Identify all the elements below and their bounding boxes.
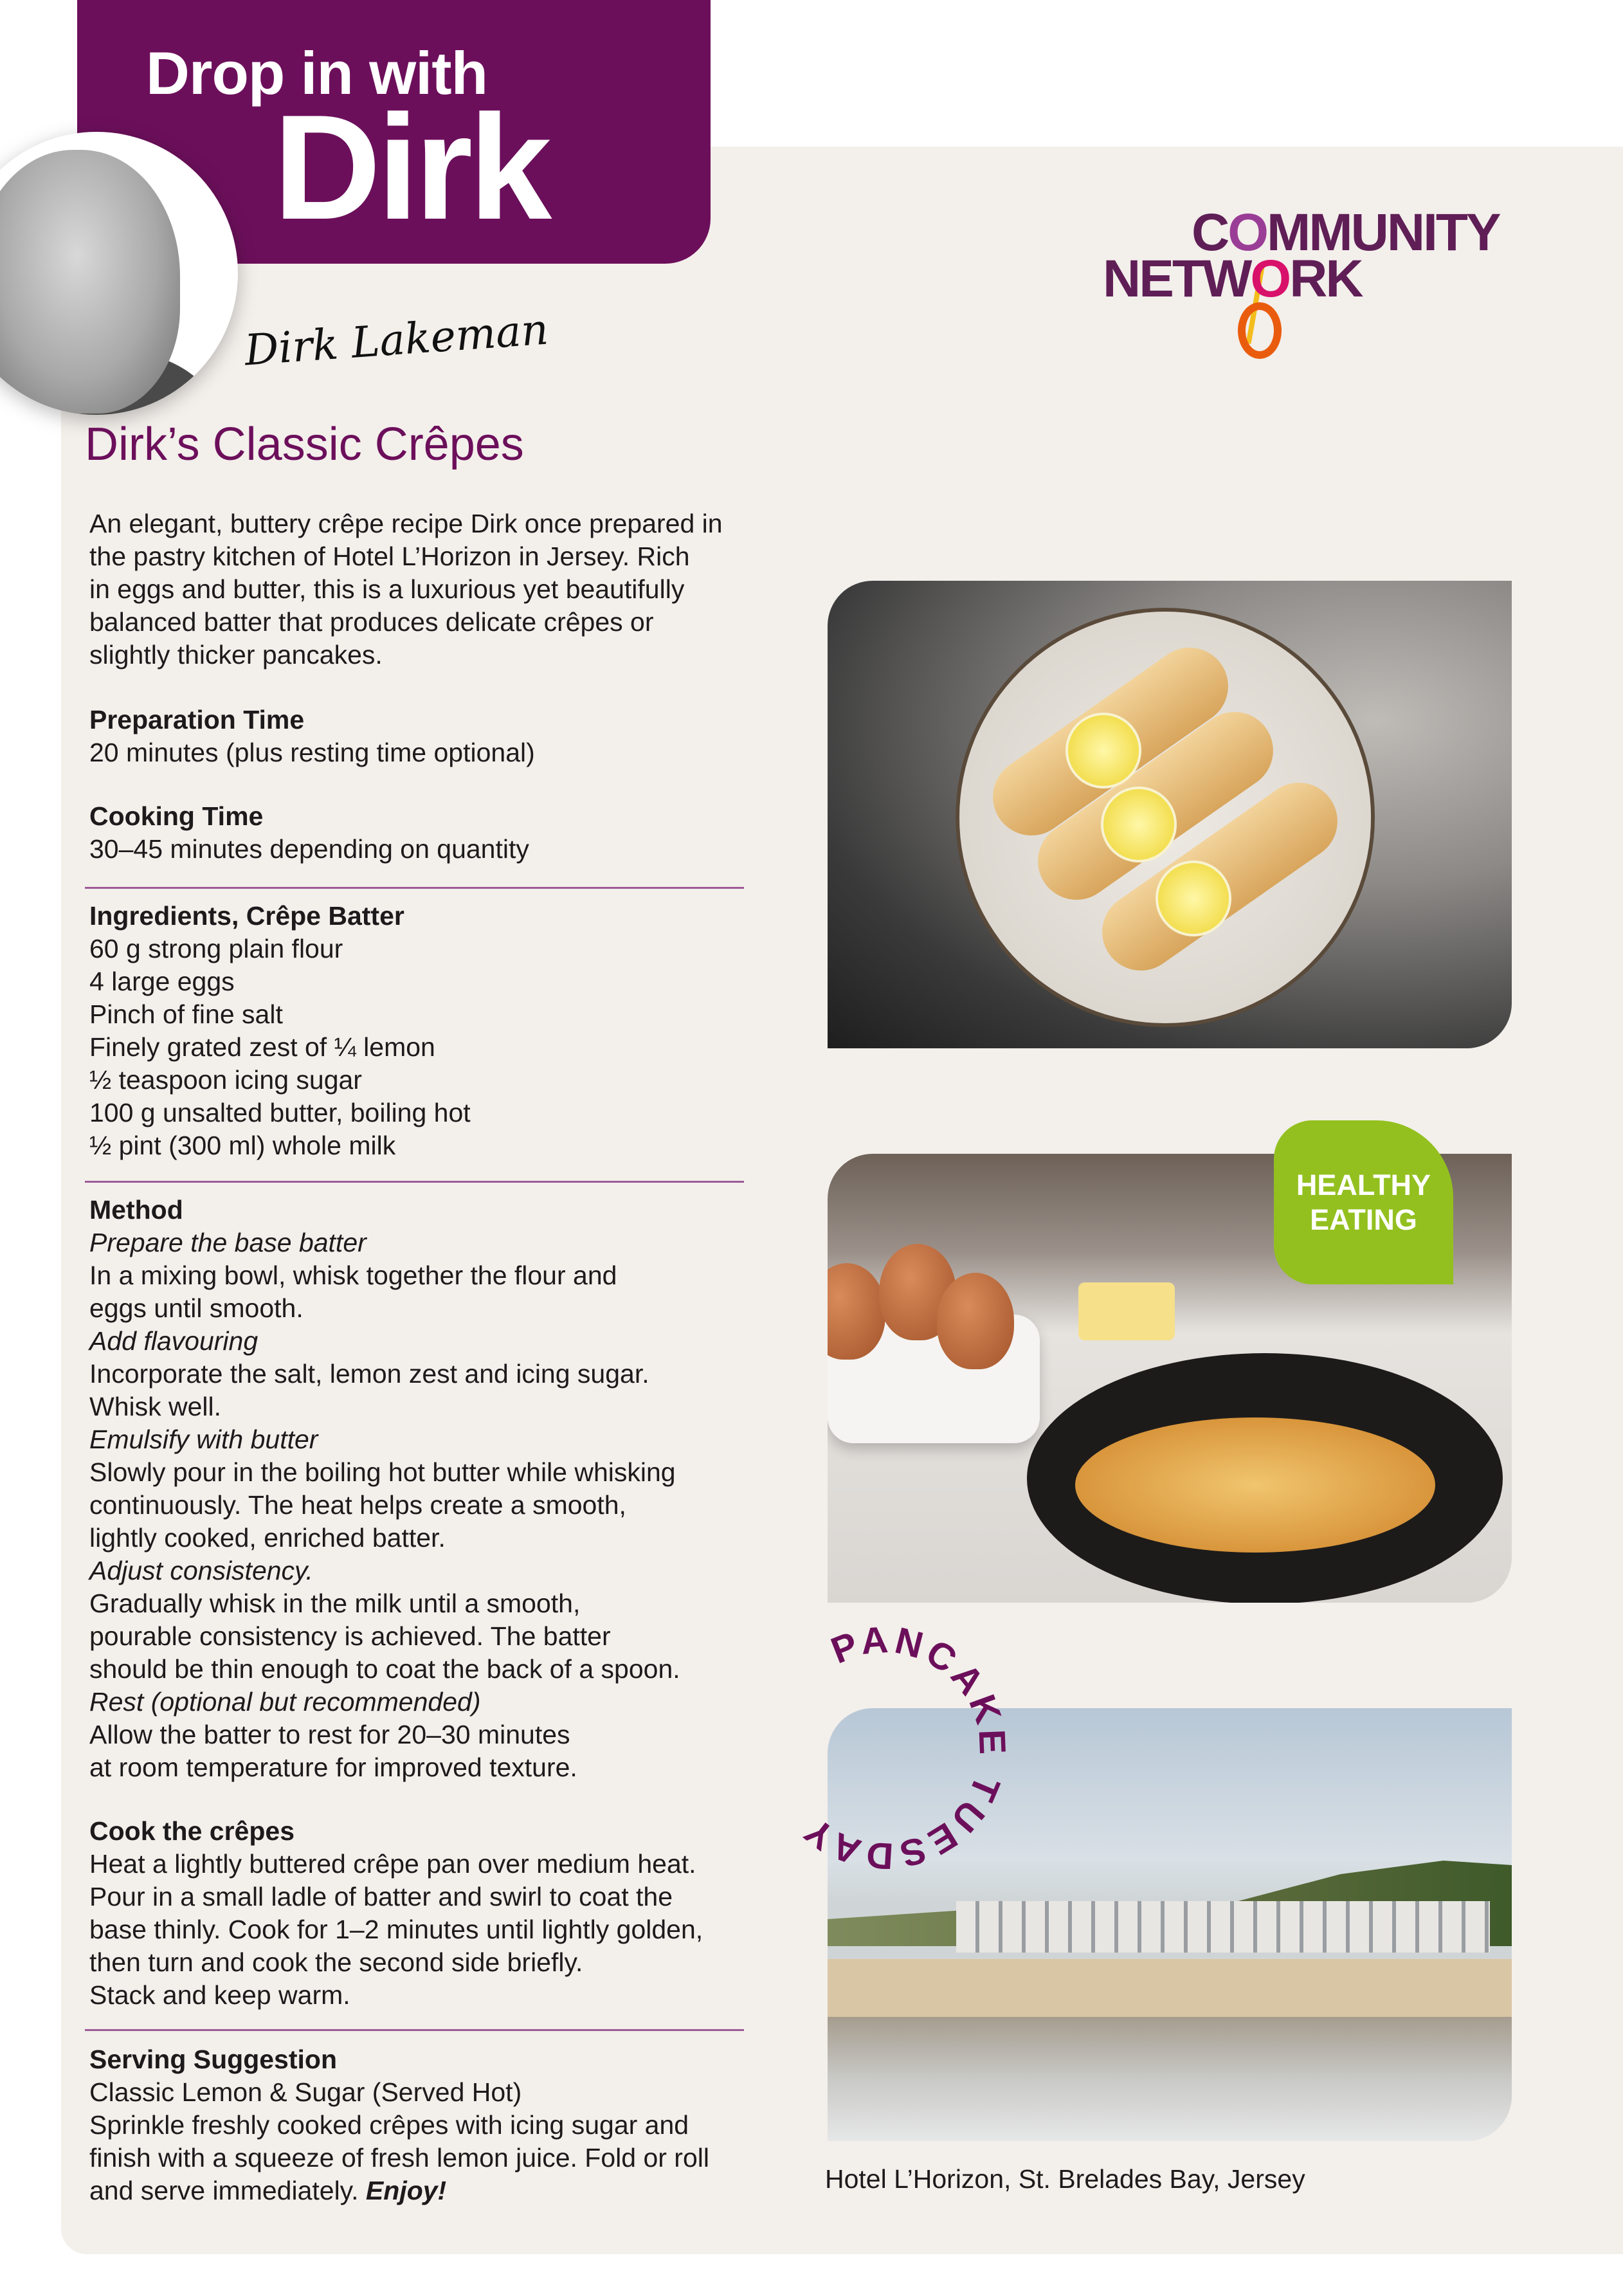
section-heading: Method: [89, 1195, 183, 1225]
lemon-slice: [1156, 861, 1231, 936]
divider: [85, 1181, 744, 1183]
cooking-time-section: [89, 800, 529, 866]
logo-text: NETW: [1103, 250, 1251, 308]
method-text: In a mixing bowl, whisk together the flour and: [89, 1261, 617, 1290]
logo-o-accent: O: [1228, 203, 1267, 262]
method-text: pourable consistency is achieved. The batter: [89, 1621, 611, 1651]
pancake-tuesday-arc: [756, 1612, 1013, 1869]
section-value: 30–45 minutes depending on quantity: [89, 834, 529, 864]
serving-text: Sprinkle freshly cooked crêpes with icing sugar and: [89, 2110, 689, 2140]
prep-time-section: [89, 704, 535, 769]
ingredient-item: ½ pint (300 ml) whole milk: [89, 1131, 396, 1160]
ingredient-item: ½ teaspoon icing sugar: [89, 1065, 362, 1095]
hotel-building: [956, 1901, 1490, 1953]
method-text: Gradually whisk in the milk until a smooth,: [89, 1589, 581, 1618]
method-step-title: Adjust consistency.: [89, 1556, 313, 1585]
badge-line-1: HEALTHY: [1296, 1168, 1431, 1201]
serving-text: finish with a squeeze of fresh lemon juice. Fold or roll: [89, 2143, 709, 2173]
text-line: in eggs and butter, this is a luxurious yet beautifully: [89, 574, 685, 604]
section-heading: Cook the crêpes: [89, 1816, 295, 1846]
method-text: lightly cooked, enriched batter.: [89, 1523, 446, 1553]
header-line-2: Dirk: [273, 84, 549, 251]
cook-text: then turn and cook the second side briefly.: [89, 1947, 583, 1977]
method-text: should be thin enough to coat the back of a spoon.: [89, 1654, 680, 1684]
cook-text: Heat a lightly buttered crêpe pan over medium heat.: [89, 1849, 696, 1879]
serving-text: Classic Lemon & Sugar (Served Hot): [89, 2077, 522, 2107]
arc-text-path: PANCAKE TUESDAY: [793, 1618, 1013, 1869]
community-network-logo: [1093, 203, 1530, 357]
section-value: 20 minutes (plus resting time optional): [89, 738, 535, 767]
method-text: eggs until smooth.: [89, 1293, 304, 1323]
method-step-title: Add flavouring: [89, 1326, 258, 1356]
beach-sand: [828, 1959, 1512, 2017]
cook-text: Stack and keep warm.: [89, 1980, 350, 2010]
serving-last-line: [89, 2174, 709, 2207]
intro-paragraph: [89, 507, 723, 671]
logo-text: RK: [1289, 250, 1362, 308]
method-section: [89, 1194, 680, 1784]
header-line-1: Drop in with: [146, 39, 488, 107]
butter: [1078, 1282, 1175, 1340]
method-text: Whisk well.: [89, 1392, 222, 1421]
badge-line-2: EATING: [1310, 1203, 1417, 1236]
enjoy-text: Enjoy!: [365, 2176, 447, 2205]
logo-ring-icon: [1238, 302, 1282, 359]
crepes-photo: [828, 581, 1512, 1048]
arc-text: [794, 1619, 1013, 1869]
cook-text: Pour in a small ladle of batter and swirl to coat the: [89, 1882, 673, 1911]
egg: [937, 1273, 1014, 1369]
method-text: Slowly pour in the boiling hot butter while whisking: [89, 1457, 676, 1487]
healthy-eating-badge: [1274, 1120, 1453, 1284]
photo-caption: Hotel L’Horizon, St. Brelades Bay, Jersey: [825, 2164, 1305, 2194]
logo-o-accent: O: [1250, 250, 1290, 308]
text-line: the pastry kitchen of Hotel L’Horizon in Jersey. Rich: [89, 542, 690, 571]
cook-text: base thinly. Cook for 1–2 minutes until lightly golden,: [89, 1915, 703, 1944]
method-step-title: Emulsify with butter: [89, 1425, 318, 1454]
ingredient-item: Pinch of fine salt: [89, 999, 283, 1029]
ingredient-item: 4 large eggs: [89, 967, 235, 996]
divider: [85, 887, 744, 889]
cook-section: [89, 1815, 703, 2012]
text-line: balanced batter that produces delicate crêpes or: [89, 607, 654, 637]
logo-text: MMUNITY: [1267, 203, 1500, 262]
sea-water: [828, 2017, 1512, 2141]
method-text: Incorporate the salt, lemon zest and icing sugar.: [89, 1359, 649, 1389]
method-step-title: Rest (optional but recommended): [89, 1687, 481, 1717]
ingredient-item: Finely grated zest of ¼ lemon: [89, 1032, 435, 1062]
divider: [85, 2029, 744, 2031]
section-heading: Serving Suggestion: [89, 2045, 337, 2074]
ingredients-section: [89, 900, 471, 1162]
logo-text: C: [1192, 203, 1228, 262]
pan-crepe: [1075, 1417, 1435, 1553]
portrait-face: [0, 150, 180, 414]
method-text: Allow the batter to rest for 20–30 minutes: [89, 1720, 570, 1749]
method-text: at room temperature for improved texture.: [89, 1753, 577, 1782]
method-step-title: Prepare the base batter: [89, 1228, 367, 1257]
signature: Dirk Lakeman: [242, 304, 550, 376]
section-heading: Cooking Time: [89, 801, 264, 831]
logo-line-2: [1103, 249, 1362, 309]
section-heading: Preparation Time: [89, 705, 305, 734]
text-line: An elegant, buttery crêpe recipe Dirk once prepared in: [89, 509, 723, 538]
lemon-slice: [1101, 787, 1177, 862]
section-heading: Ingredients, Crêpe Batter: [89, 901, 404, 931]
text-line: slightly thicker pancakes.: [89, 640, 383, 670]
serving-section: [89, 2043, 709, 2207]
recipe-title: Dirk’s Classic Crêpes: [85, 419, 524, 470]
serving-text: and serve immediately.: [89, 2176, 366, 2205]
ingredient-item: 100 g unsalted butter, boiling hot: [89, 1098, 471, 1127]
method-text: continuously. The heat helps create a smooth,: [89, 1490, 626, 1520]
lemon-slice: [1065, 713, 1141, 788]
ingredient-item: 60 g strong plain flour: [89, 934, 343, 963]
